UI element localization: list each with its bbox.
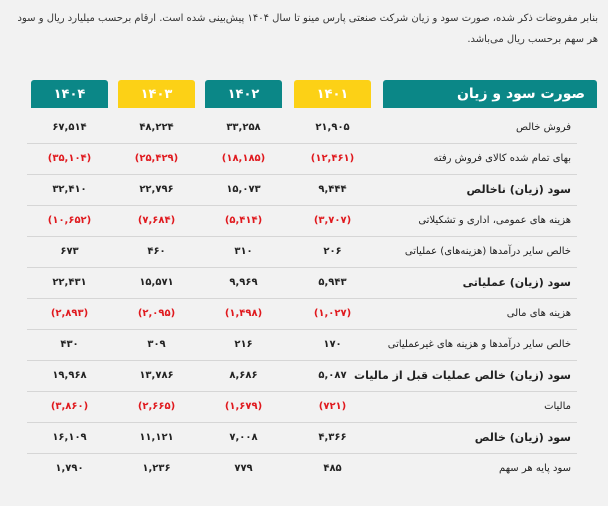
- row-value: ۶۷۳: [60, 246, 79, 257]
- table-row: [27, 237, 577, 268]
- row-value: ۲۰۶: [323, 246, 342, 257]
- row-label: فروش خالص: [515, 122, 571, 133]
- row-value: ۲۲,۴۳۱: [52, 277, 87, 288]
- row-label: سود پایه هر سهم: [499, 463, 571, 474]
- row-value: (۷,۶۸۴): [137, 215, 176, 226]
- row-value: ۴۶۰: [147, 246, 166, 257]
- row-value: ۷,۰۰۸: [229, 432, 258, 443]
- table-title: صورت سود و زیان: [383, 80, 597, 108]
- row-value: (۱,۶۷۹): [224, 401, 263, 412]
- row-value: ۳۱۰: [234, 246, 253, 257]
- row-value: ۲۱,۹۰۵: [315, 122, 350, 133]
- row-value: ۲۲,۷۹۶: [139, 184, 174, 195]
- row-value: ۴۳۰: [60, 339, 79, 350]
- row-value: (۲۵,۴۲۹): [134, 153, 179, 164]
- table-row: [27, 268, 577, 299]
- row-label: خالص سایر درآمدها و هزینه های غیرعملیاتی: [387, 339, 571, 350]
- row-value: ۱۵,۰۷۳: [226, 184, 261, 195]
- row-value: ۹,۴۴۴: [318, 184, 347, 195]
- row-value: ۱۹,۹۶۸: [52, 370, 87, 381]
- row-value: (۵,۴۱۴): [224, 215, 263, 226]
- table-row: [27, 299, 577, 330]
- row-value: ۷۷۹: [234, 463, 253, 474]
- row-value: (۳۵,۱۰۴): [47, 153, 92, 164]
- row-value: ۴,۳۶۶: [318, 432, 347, 443]
- row-label: سود (زیان) ناخالص: [466, 183, 571, 196]
- row-value: ۲۱۶: [234, 339, 253, 350]
- row-value: ۱,۷۹۰: [55, 463, 84, 474]
- table-row: [27, 423, 577, 454]
- table-row: [27, 361, 577, 392]
- row-value: (۳,۸۶۰): [50, 401, 89, 412]
- table-row: [27, 144, 577, 175]
- intro-text: بنابر مفروضات ذکر شده، صورت سود و زیان شرکت صنعتی پارس مینو تا سال ۱۴۰۴ پیش‌بینی شده است. ارقام برحسب میلیارد ریال و سود هر سهم برحسب ریال می‌باشد.: [17, 13, 598, 45]
- row-value: ۱۵,۵۷۱: [139, 277, 174, 288]
- table-row: [27, 454, 577, 484]
- table-row: [27, 330, 577, 361]
- row-value: ۴۸,۲۲۴: [139, 122, 174, 133]
- row-value: ۹,۹۶۹: [229, 277, 258, 288]
- row-value: (۱۰,۶۵۲): [47, 215, 92, 226]
- row-value: ۳۲,۴۱۰: [52, 184, 87, 195]
- income-statement-table: [27, 113, 577, 484]
- year-header-1402: ۱۴۰۲: [205, 80, 282, 108]
- row-label: مالیات: [544, 401, 571, 412]
- row-value: (۱,۴۹۸): [224, 308, 263, 319]
- table-row: [27, 175, 577, 206]
- row-label: هزینه های عمومی، اداری و تشکیلاتی: [418, 215, 571, 226]
- table-row: [27, 206, 577, 237]
- row-value: ۱۶,۱۰۹: [52, 432, 87, 443]
- row-value: ۱۱,۱۲۱: [139, 432, 174, 443]
- row-value: (۱۲,۴۶۱): [310, 153, 355, 164]
- row-value: ۶۷,۵۱۴: [52, 122, 87, 133]
- row-value: ۳۰۹: [147, 339, 166, 350]
- year-header-1403: ۱۴۰۳: [118, 80, 195, 108]
- row-value: (۷۲۱): [318, 401, 347, 412]
- row-label: سود (زیان) خالص عملیات قبل از مالیات: [354, 369, 571, 382]
- row-value: ۳۳,۲۵۸: [226, 122, 261, 133]
- row-value: (۳,۷۰۷): [313, 215, 352, 226]
- row-label: سود (زیان) عملیاتی: [462, 276, 571, 289]
- table-row: [27, 392, 577, 423]
- row-value: ۱,۲۳۶: [142, 463, 171, 474]
- row-value: (۲,۸۹۳): [50, 308, 89, 319]
- row-value: (۲,۰۹۵): [137, 308, 176, 319]
- row-value: ۸,۶۸۶: [229, 370, 258, 381]
- row-value: (۱۸,۱۸۵): [221, 153, 266, 164]
- table-row: [27, 113, 577, 144]
- row-label: هزینه های مالی: [506, 308, 571, 319]
- row-value: ۵,۰۸۷: [318, 370, 347, 381]
- year-header-1401: ۱۴۰۱: [294, 80, 371, 108]
- row-value: (۲,۶۶۵): [137, 401, 176, 412]
- row-value: (۱,۰۲۷): [313, 308, 352, 319]
- row-label: سود (زیان) خالص: [474, 431, 571, 444]
- row-value: ۵,۹۴۳: [318, 277, 347, 288]
- year-header-1404: ۱۴۰۴: [31, 80, 108, 108]
- row-label: خالص سایر درآمدها (هزینه‌های) عملیاتی: [404, 246, 571, 257]
- row-value: ۱۳,۷۸۶: [139, 370, 174, 381]
- row-value: ۴۸۵: [323, 463, 342, 474]
- row-value: ۱۷۰: [323, 339, 342, 350]
- row-label: بهای تمام شده کالای فروش رفته: [433, 153, 571, 164]
